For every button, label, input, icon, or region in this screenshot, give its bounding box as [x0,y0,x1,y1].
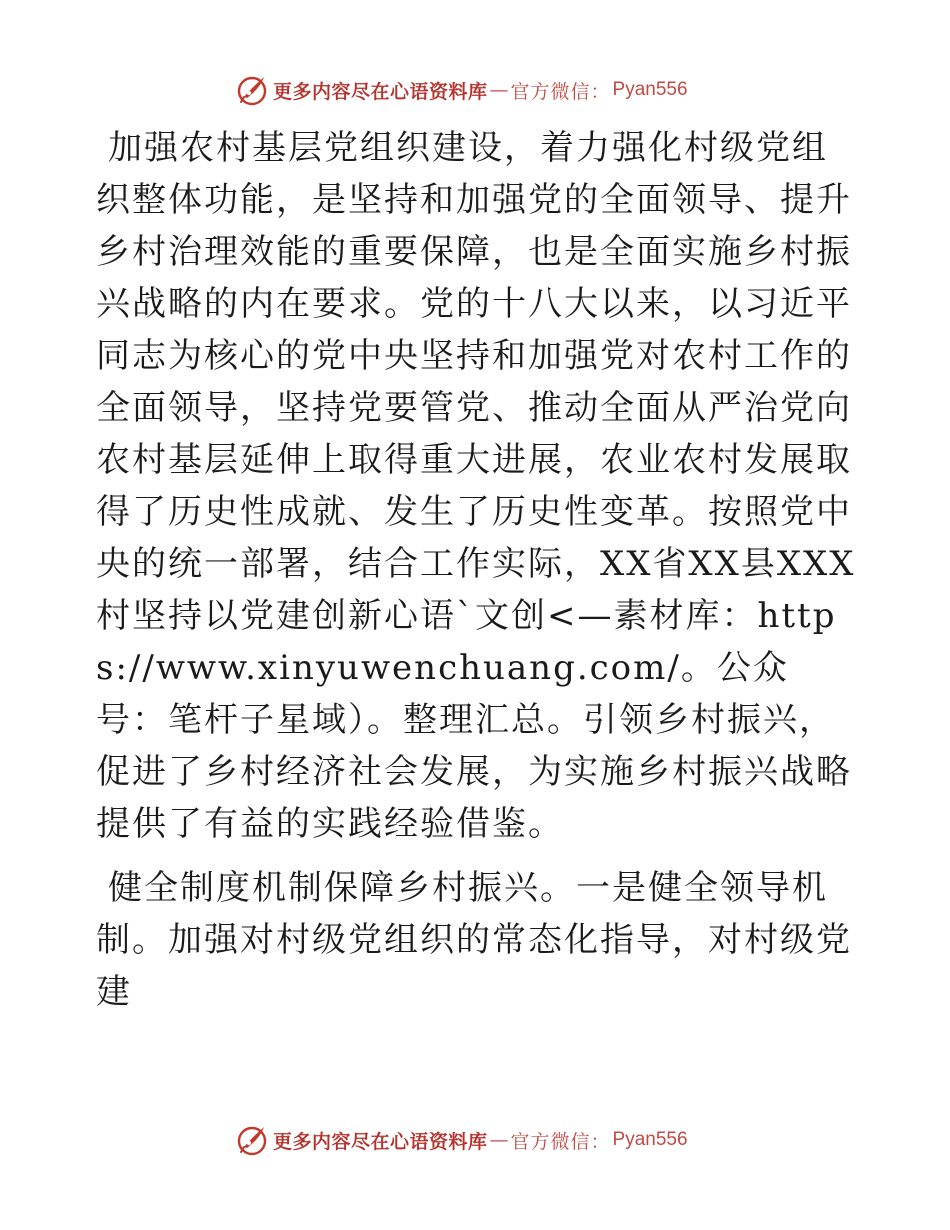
banner-text: 更多内容尽在心语资料库 [273,80,488,103]
banner-wechat-label: 官方微信： [510,80,611,103]
banner-separator: — [489,79,509,101]
banner-separator: — [489,1129,509,1151]
paragraph-1: 加强农村基层党组织建设，着力强化村级党组织整体功能，是坚持和加强党的全面领导、提升乡村治理效能的重要保障，也是全面实施乡村振兴战略的内在要求。党的十八大以来，以习近平同志为核心的党中央坚持和加强党对农村工作的全面领导，坚持党要管党、推动全面从严治党向农村基层延伸上取得重大进展，农业农村发展取得了历史性成就、发生了历史性变革。按照党中央的统一部署，结合工作实际，XX省XX县XXX村坚持以党建创新心语`文创<—素材库：https://www.xinyuwenchuang.com/。公众号：笔杆子星域）。整理汇总。引领乡村振兴，促进了乡村经济社会发展，为实施乡村振兴战略提供了有益的实践经验借鉴。 [96,128,856,844]
header-banner [235,72,715,108]
footer-banner [235,1122,715,1158]
document-body [96,122,856,1018]
banner-text: 更多内容尽在心语资料库 [273,1130,488,1153]
banner-wechat-id: Pyan556 [612,1129,688,1150]
quill-pen-logo-icon [235,1123,269,1157]
quill-pen-logo-icon [235,73,269,107]
banner-wechat-label: 官方微信： [510,1130,611,1153]
paragraph-2: 健全制度机制保障乡村振兴。一是健全领导机制。加强对村级党组织的常态化指导，对村级党建 [96,868,852,1012]
banner-wechat-id: Pyan556 [612,79,688,100]
